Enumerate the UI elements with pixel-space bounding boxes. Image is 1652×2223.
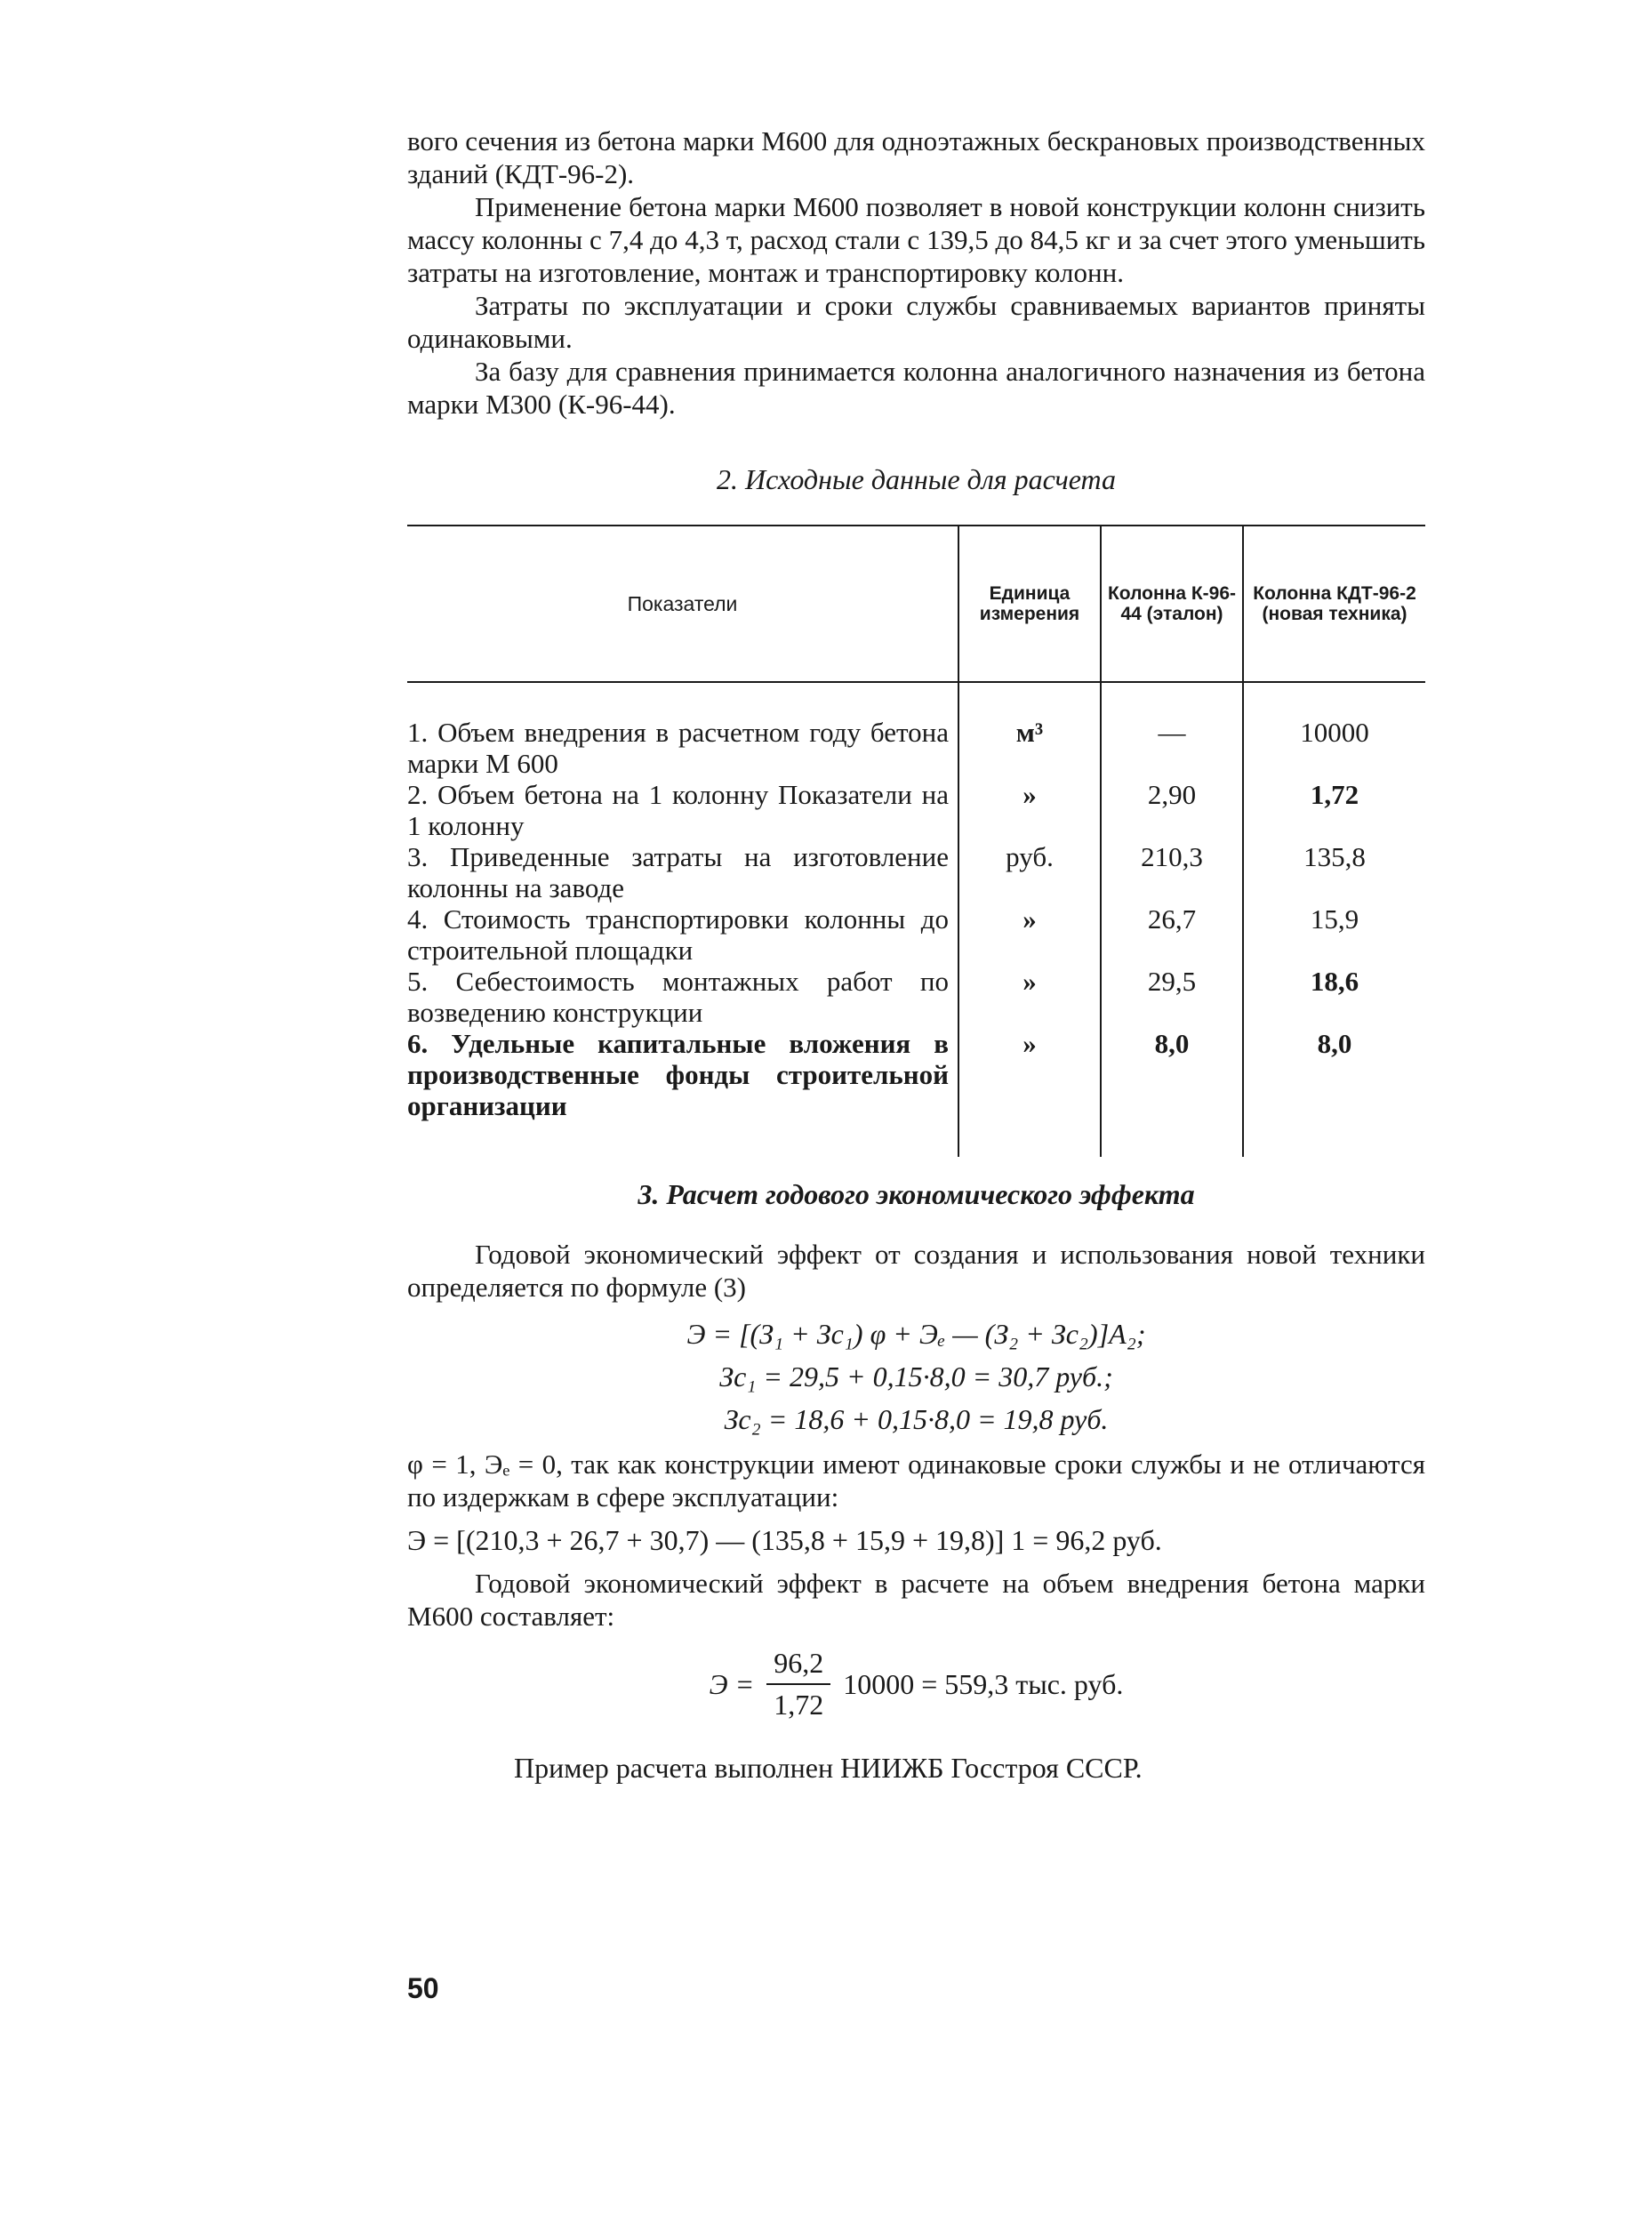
fraction-rhs: 10000 = 559,3 тыс. руб.	[843, 1667, 1124, 1700]
row-unit: м³	[958, 682, 1101, 779]
row-unit: »	[958, 779, 1101, 841]
row-label: 4. Стоимость транспортировки колонны до строительной площадки	[407, 903, 949, 966]
header-new-column: Колонна КДТ-96-2 (новая техника)	[1243, 526, 1425, 682]
row-base-value: —	[1101, 682, 1243, 779]
authorship-note: Пример расчета выполнен НИИЖБ Госстроя СССР.	[514, 1752, 1143, 1784]
page-number: 50	[407, 1972, 439, 2004]
row-unit: »	[958, 966, 1101, 1028]
row-unit: »	[958, 1028, 1101, 1157]
row-label: 2. Объем бетона на 1 колонну Показатели на 1 колонну	[407, 779, 949, 841]
row-base-value: 210,3	[1101, 841, 1243, 903]
section-3-paragraph-1: Годовой экономический эффект от создания и использования новой техники определяется по формуле (3)	[407, 1239, 1425, 1303]
row-label: 5. Себестоимость монтажных работ по возведению конструкции	[407, 966, 949, 1028]
table-header-row	[407, 526, 1425, 682]
header-indicators: Показатели	[407, 526, 958, 682]
row-base-value: 29,5	[1101, 966, 1243, 1028]
row-unit: руб.	[958, 841, 1101, 903]
fraction-denominator: 1,72	[774, 1689, 824, 1721]
table-row	[407, 1028, 1425, 1157]
intro-paragraph-1: вого сечения из бетона марки М600 для одноэтажных бескрановых производственных зданий (КДТ-96-2).	[407, 125, 1425, 189]
formula-effect-value: Э = [(210,3 + 26,7 + 30,7) — (135,8 + 15,9 + 19,8)] 1 = 96,2 руб.	[407, 1524, 1162, 1556]
section-3-paragraph-2: φ = 1, Эₑ = 0, так как конструкции имеют одинаковые сроки службы и не отличаются по издержкам в сфере эксплуатации:	[407, 1449, 1425, 1513]
table-row	[407, 682, 1425, 779]
row-label: 6. Удельные капитальные вложения в производственные фонды строительной организации	[407, 1028, 949, 1121]
row-base-value: 8,0	[1101, 1028, 1243, 1157]
row-label: 3. Приведенные затраты на изготовление колонны на заводе	[407, 841, 949, 903]
table-row	[407, 779, 1425, 841]
row-new-value: 8,0	[1243, 1028, 1425, 1157]
page-body	[407, 124, 1425, 1785]
formula-effect: Э = [(З₁ + Зс₁) φ + Эₑ — (З₂ + Зс₂)]А₂;	[686, 1318, 1146, 1350]
row-new-value: 10000	[1243, 682, 1425, 779]
row-new-value: 15,9	[1243, 903, 1425, 966]
table-row	[407, 841, 1425, 903]
fraction-lhs: Э =	[709, 1667, 755, 1700]
intro-paragraph-4: За базу для сравнения принимается колонна аналогичного назначения из бетона марки М300 (К-96-44).	[407, 356, 1425, 420]
row-new-value: 1,72	[1243, 779, 1425, 841]
table-row	[407, 966, 1425, 1028]
row-new-value: 135,8	[1243, 841, 1425, 903]
fraction-numerator: 96,2	[766, 1647, 830, 1685]
formula-total-effect	[407, 1647, 1425, 1721]
header-unit: Единица измерения	[958, 526, 1101, 682]
row-unit: »	[958, 903, 1101, 966]
row-base-value: 26,7	[1101, 903, 1243, 966]
row-label: 1. Объем внедрения в расчетном году бетона марки М 600	[407, 717, 949, 779]
formula-zc1: Зс₁ = 29,5 + 0,15·8,0 = 30,7 руб.;	[719, 1360, 1113, 1392]
row-base-value: 2,90	[1101, 779, 1243, 841]
formula-zc2: Зс₂ = 18,6 + 0,15·8,0 = 19,8 руб.	[724, 1403, 1109, 1435]
table-caption: 2. Исходные данные для расчета	[717, 463, 1116, 495]
section-3-title: 3. Расчет годового экономического эффекта	[638, 1178, 1195, 1210]
input-data-table	[407, 525, 1425, 1157]
intro-paragraph-2: Применение бетона марки М600 позволяет в новой конструкции колонн снизить массу колонны с 7,4 до 4,3 т, расход стали с 139,5 до 84,5 кг и за счет этого уменьшить затраты на изготовление, монтаж и транспортировку колонн.	[407, 191, 1425, 288]
fraction	[766, 1647, 830, 1721]
table-row	[407, 903, 1425, 966]
section-3-paragraph-3: Годовой экономический эффект в расчете на объем внедрения бетона марки М600 составляет:	[407, 1568, 1425, 1632]
row-new-value: 18,6	[1243, 966, 1425, 1028]
intro-paragraph-3: Затраты по эксплуатации и сроки службы сравниваемых вариантов приняты одинаковыми.	[407, 290, 1425, 354]
header-base-column: Колонна К-96-44 (эталон)	[1101, 526, 1243, 682]
